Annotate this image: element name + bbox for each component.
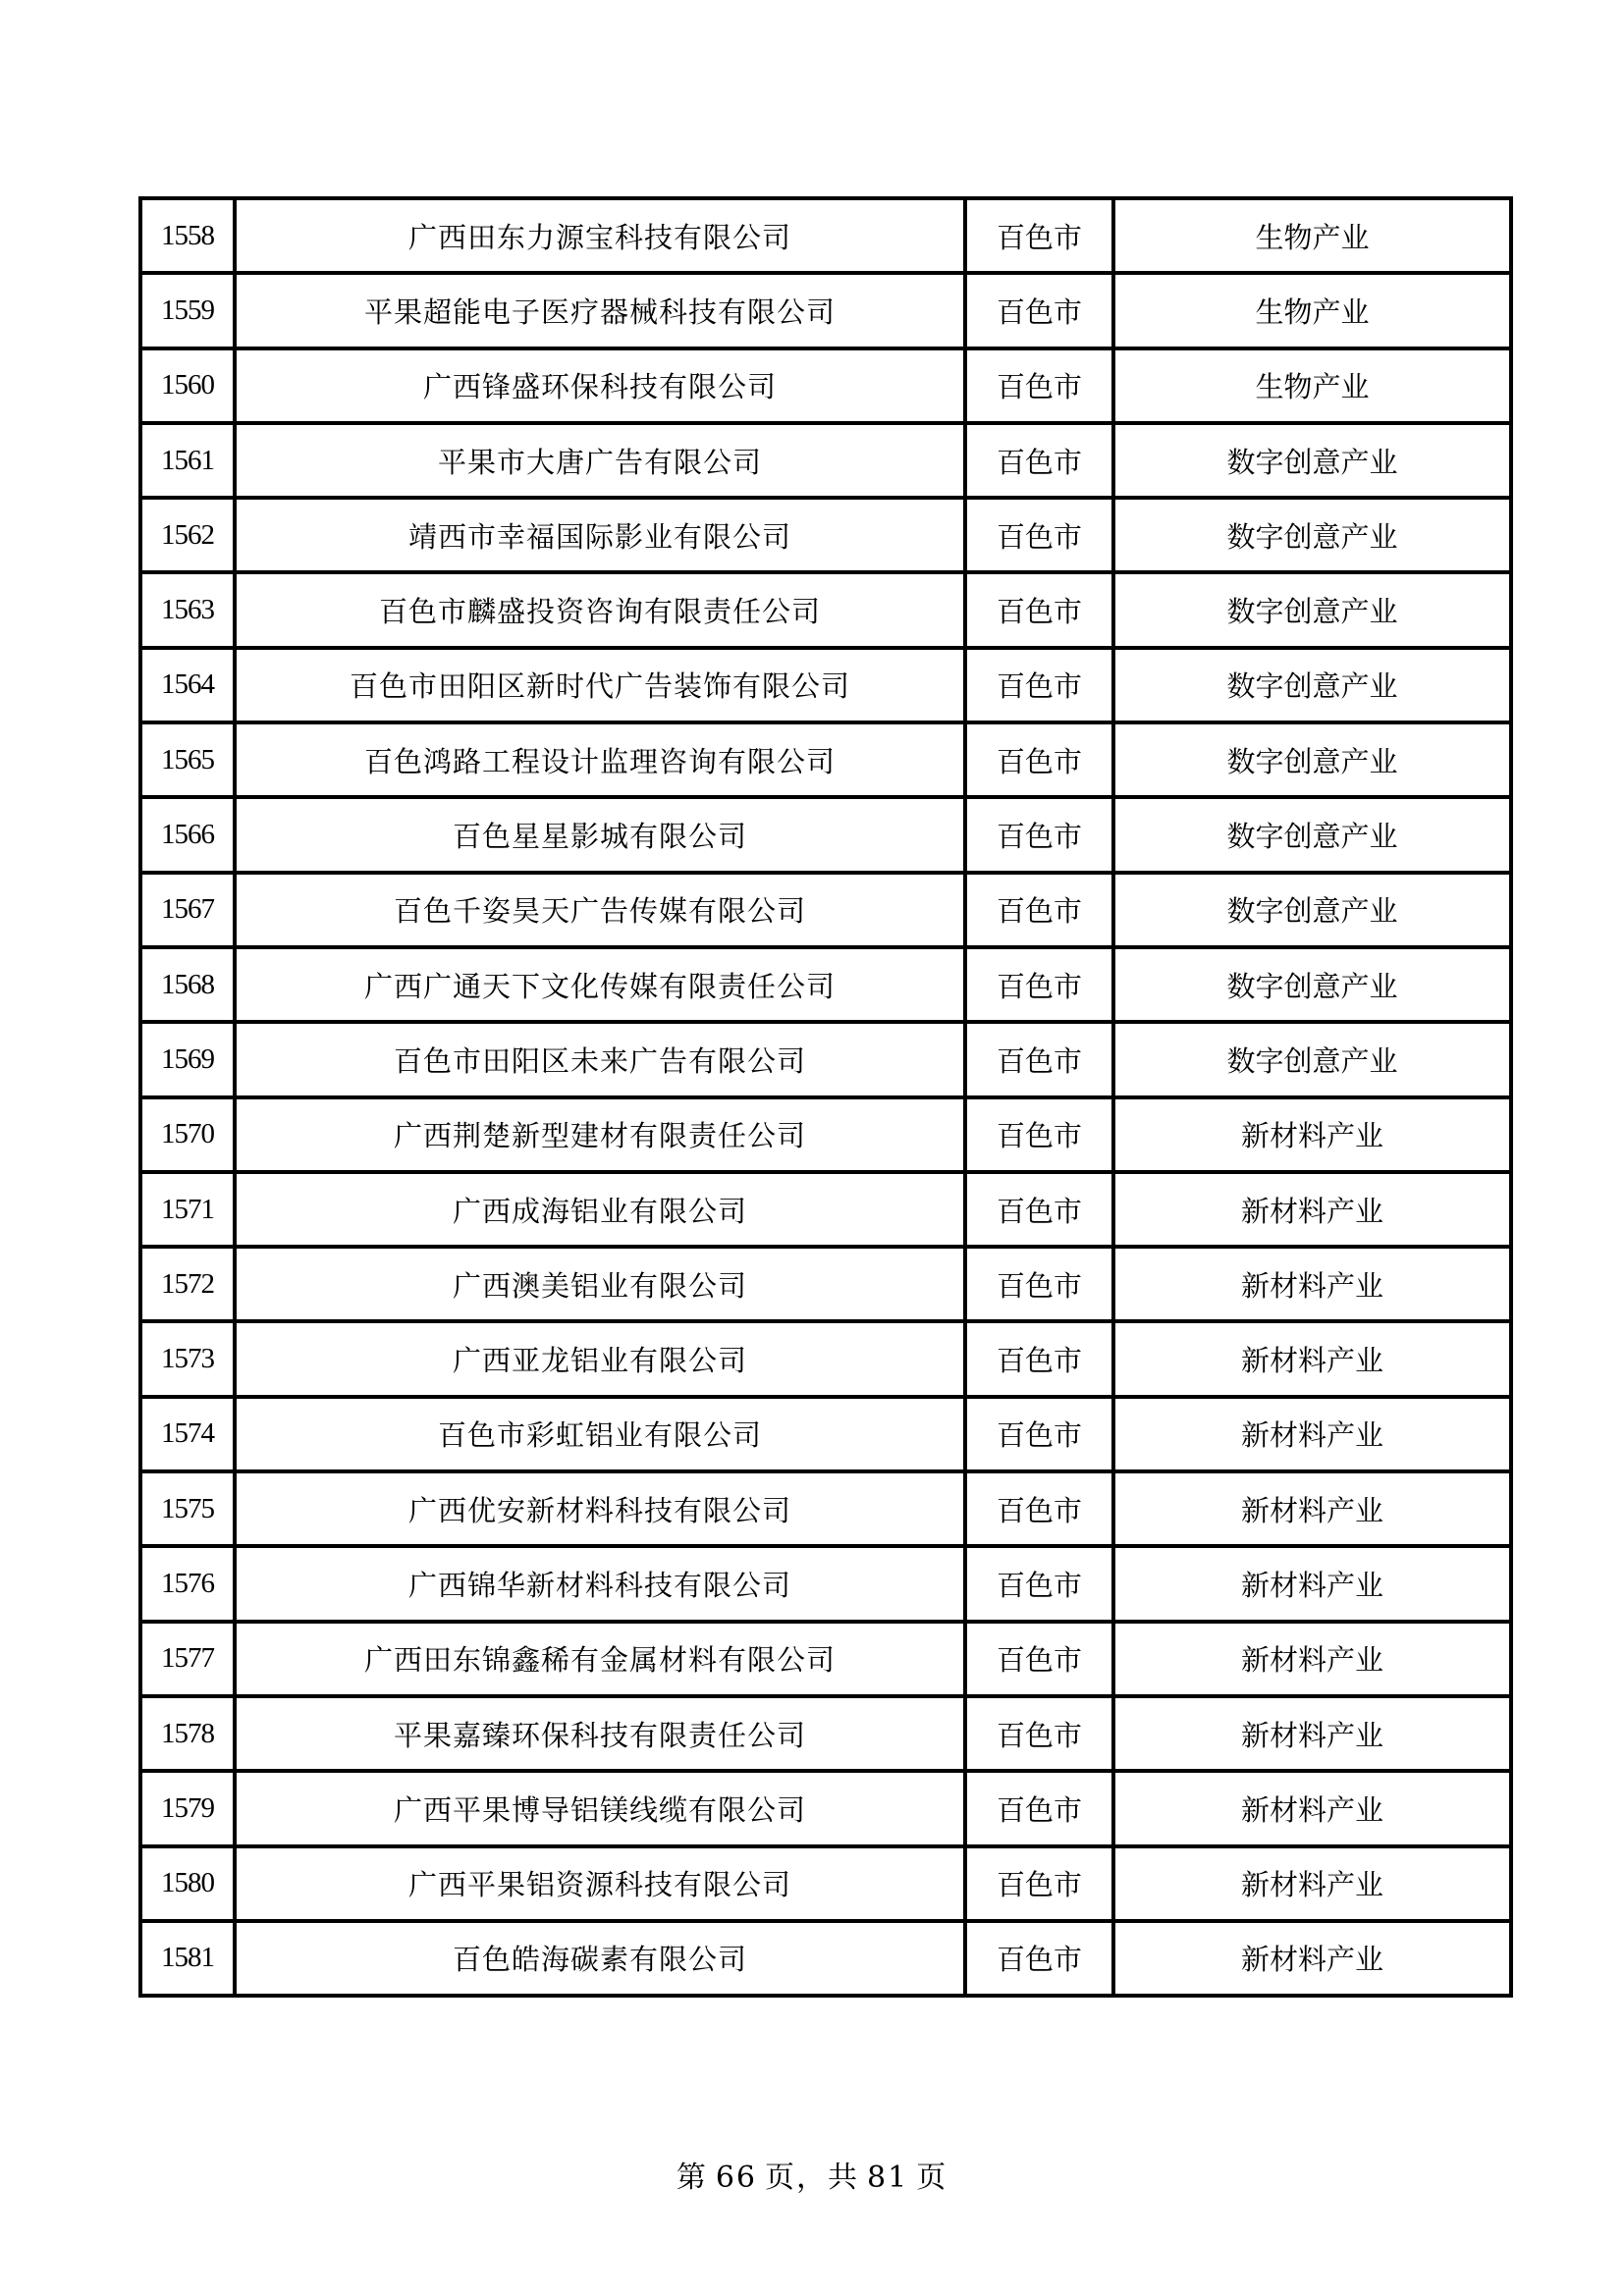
company-name-cell: 广西锋盛环保科技有限公司 (235, 348, 965, 423)
city-cell: 百色市 (965, 873, 1113, 947)
industry-cell: 数字创意产业 (1113, 423, 1511, 498)
row-number-cell: 1567 (140, 873, 235, 947)
city-cell: 百色市 (965, 572, 1113, 647)
company-name-cell: 百色市田阳区未来广告有限公司 (235, 1022, 965, 1096)
table-row (140, 1471, 1511, 1546)
city-cell: 百色市 (965, 947, 1113, 1022)
city-cell: 百色市 (965, 1696, 1113, 1771)
city-cell: 百色市 (965, 1097, 1113, 1172)
company-list-table (138, 196, 1513, 1998)
row-number-cell: 1578 (140, 1696, 235, 1771)
industry-cell: 新材料产业 (1113, 1321, 1511, 1396)
table-row (140, 648, 1511, 722)
footer-mid: 页，共 (765, 2161, 859, 2195)
row-number-cell: 1574 (140, 1397, 235, 1471)
city-cell: 百色市 (965, 1546, 1113, 1621)
city-cell: 百色市 (965, 1846, 1113, 1921)
industry-cell: 新材料产业 (1113, 1097, 1511, 1172)
industry-cell: 数字创意产业 (1113, 648, 1511, 722)
row-number-cell: 1566 (140, 797, 235, 872)
row-number-cell: 1568 (140, 947, 235, 1022)
company-name-cell: 平果市大唐广告有限公司 (235, 423, 965, 498)
row-number-cell: 1564 (140, 648, 235, 722)
table-row (140, 1247, 1511, 1321)
table-row (140, 1546, 1511, 1621)
industry-cell: 新材料产业 (1113, 1172, 1511, 1247)
industry-cell: 数字创意产业 (1113, 797, 1511, 872)
city-cell: 百色市 (965, 797, 1113, 872)
city-cell: 百色市 (965, 722, 1113, 797)
table-row (140, 498, 1511, 572)
row-number-cell: 1579 (140, 1771, 235, 1845)
company-name-cell: 百色市麟盛投资咨询有限责任公司 (235, 572, 965, 647)
row-number-cell: 1563 (140, 572, 235, 647)
industry-cell: 数字创意产业 (1113, 1022, 1511, 1096)
row-number-cell: 1571 (140, 1172, 235, 1247)
company-name-cell: 广西田东力源宝科技有限公司 (235, 198, 965, 273)
current-page-number: 66 (715, 2161, 757, 2195)
industry-cell: 数字创意产业 (1113, 873, 1511, 947)
table-row (140, 1022, 1511, 1096)
city-cell: 百色市 (965, 1397, 1113, 1471)
industry-cell: 新材料产业 (1113, 1247, 1511, 1321)
city-cell: 百色市 (965, 1172, 1113, 1247)
company-name-cell: 广西锦华新材料科技有限公司 (235, 1546, 965, 1621)
company-name-cell: 广西荆楚新型建材有限责任公司 (235, 1097, 965, 1172)
city-cell: 百色市 (965, 1921, 1113, 1996)
industry-cell: 新材料产业 (1113, 1696, 1511, 1771)
city-cell: 百色市 (965, 498, 1113, 572)
table-row (140, 1846, 1511, 1921)
city-cell: 百色市 (965, 1771, 1113, 1845)
page-footer (0, 2153, 1624, 2196)
company-name-cell: 平果超能电子医疗器械科技有限公司 (235, 273, 965, 347)
company-name-cell: 广西田东锦鑫稀有金属材料有限公司 (235, 1622, 965, 1696)
company-name-cell: 广西平果博导铝镁线缆有限公司 (235, 1771, 965, 1845)
industry-cell: 数字创意产业 (1113, 572, 1511, 647)
row-number-cell: 1565 (140, 722, 235, 797)
table-row (140, 1397, 1511, 1471)
company-name-cell: 百色皓海碳素有限公司 (235, 1921, 965, 1996)
city-cell: 百色市 (965, 1321, 1113, 1396)
city-cell: 百色市 (965, 1022, 1113, 1096)
industry-cell: 数字创意产业 (1113, 947, 1511, 1022)
row-number-cell: 1576 (140, 1546, 235, 1621)
table-row (140, 1921, 1511, 1996)
industry-cell: 生物产业 (1113, 348, 1511, 423)
table-row (140, 423, 1511, 498)
industry-cell: 数字创意产业 (1113, 498, 1511, 572)
company-name-cell: 百色千姿昊天广告传媒有限公司 (235, 873, 965, 947)
table-row (140, 797, 1511, 872)
footer-prefix: 第 (676, 2161, 708, 2195)
industry-cell: 新材料产业 (1113, 1846, 1511, 1921)
row-number-cell: 1561 (140, 423, 235, 498)
table-row (140, 1172, 1511, 1247)
company-name-cell: 百色星星影城有限公司 (235, 797, 965, 872)
company-name-cell: 广西亚龙铝业有限公司 (235, 1321, 965, 1396)
footer-suffix: 页 (916, 2161, 948, 2195)
table-row (140, 722, 1511, 797)
row-number-cell: 1569 (140, 1022, 235, 1096)
company-name-cell: 靖西市幸福国际影业有限公司 (235, 498, 965, 572)
row-number-cell: 1558 (140, 198, 235, 273)
industry-cell: 新材料产业 (1113, 1921, 1511, 1996)
city-cell: 百色市 (965, 423, 1113, 498)
company-name-cell: 广西广通天下文化传媒有限责任公司 (235, 947, 965, 1022)
table-row (140, 947, 1511, 1022)
city-cell: 百色市 (965, 1247, 1113, 1321)
city-cell: 百色市 (965, 198, 1113, 273)
company-name-cell: 广西平果铝资源科技有限公司 (235, 1846, 965, 1921)
company-name-cell: 广西澳美铝业有限公司 (235, 1247, 965, 1321)
row-number-cell: 1575 (140, 1471, 235, 1546)
row-number-cell: 1573 (140, 1321, 235, 1396)
industry-cell: 新材料产业 (1113, 1622, 1511, 1696)
industry-cell: 生物产业 (1113, 198, 1511, 273)
row-number-cell: 1559 (140, 273, 235, 347)
city-cell: 百色市 (965, 648, 1113, 722)
industry-cell: 新材料产业 (1113, 1546, 1511, 1621)
city-cell: 百色市 (965, 1622, 1113, 1696)
total-pages-number: 81 (867, 2161, 909, 2195)
city-cell: 百色市 (965, 348, 1113, 423)
row-number-cell: 1562 (140, 498, 235, 572)
company-name-cell: 百色鸿路工程设计监理咨询有限公司 (235, 722, 965, 797)
row-number-cell: 1560 (140, 348, 235, 423)
table-row (140, 348, 1511, 423)
table-row (140, 1696, 1511, 1771)
company-name-cell: 百色市田阳区新时代广告装饰有限公司 (235, 648, 965, 722)
city-cell: 百色市 (965, 1471, 1113, 1546)
table-row (140, 873, 1511, 947)
table-body (140, 198, 1511, 1996)
row-number-cell: 1580 (140, 1846, 235, 1921)
company-name-cell: 平果嘉臻环保科技有限责任公司 (235, 1696, 965, 1771)
row-number-cell: 1577 (140, 1622, 235, 1696)
table-row (140, 1321, 1511, 1396)
row-number-cell: 1581 (140, 1921, 235, 1996)
table-row (140, 572, 1511, 647)
table-row (140, 1771, 1511, 1845)
industry-cell: 数字创意产业 (1113, 722, 1511, 797)
company-name-cell: 广西成海铝业有限公司 (235, 1172, 965, 1247)
industry-cell: 新材料产业 (1113, 1471, 1511, 1546)
row-number-cell: 1570 (140, 1097, 235, 1172)
company-name-cell: 广西优安新材料科技有限公司 (235, 1471, 965, 1546)
table-row (140, 198, 1511, 273)
table-row (140, 1622, 1511, 1696)
company-name-cell: 百色市彩虹铝业有限公司 (235, 1397, 965, 1471)
industry-cell: 生物产业 (1113, 273, 1511, 347)
table-row (140, 1097, 1511, 1172)
industry-cell: 新材料产业 (1113, 1397, 1511, 1471)
city-cell: 百色市 (965, 273, 1113, 347)
table-row (140, 273, 1511, 347)
row-number-cell: 1572 (140, 1247, 235, 1321)
industry-cell: 新材料产业 (1113, 1771, 1511, 1845)
